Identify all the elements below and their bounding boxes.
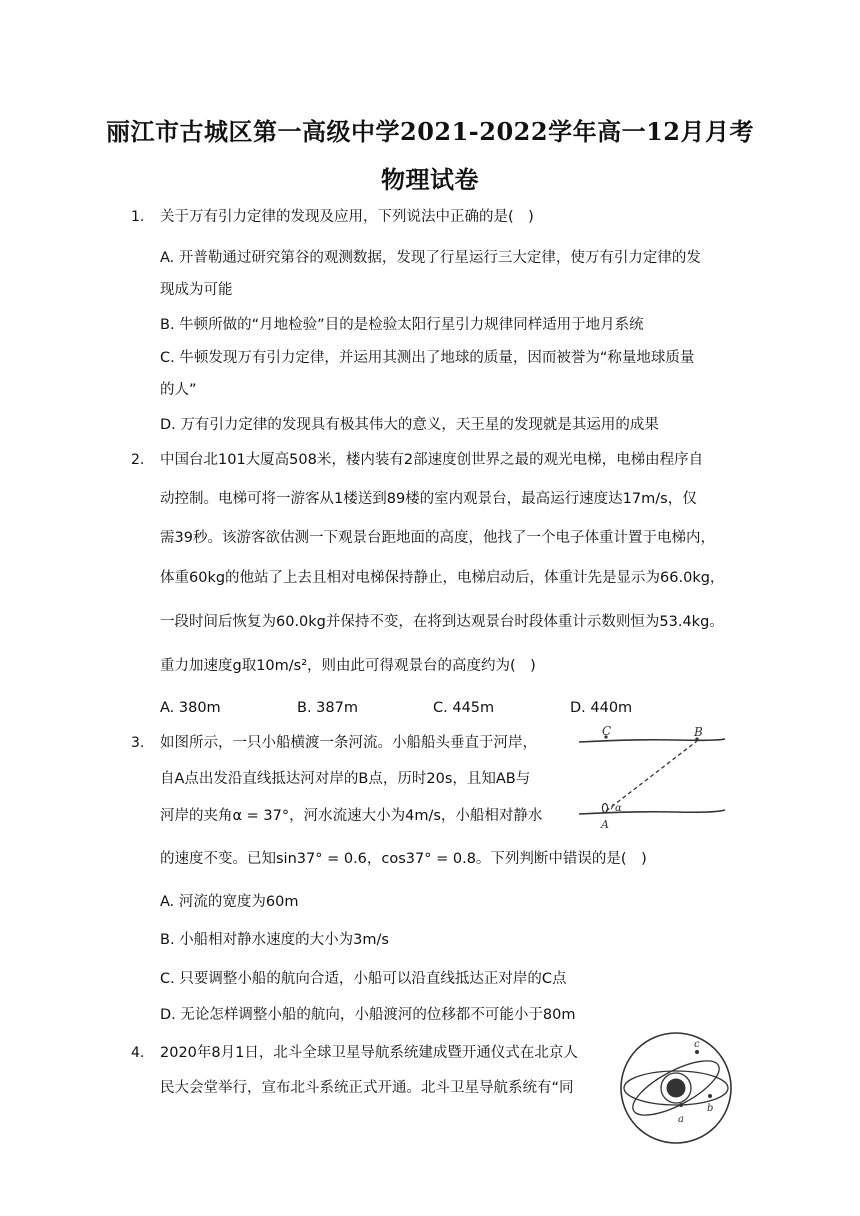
q3-line4: 的速度不变。已知sin37° = 0.6，cos37° = 0.8。下列判断中错误的是( ): [160, 851, 647, 867]
boat-icon: [602, 804, 607, 813]
exam-title-line1: 丽江市古城区第一高级中学2021-2022学年高一12月月考: [106, 117, 754, 146]
earth-core: [667, 1079, 686, 1098]
q1-option-a-line1: A. 开普勒通过研究第谷的观测数据，发现了行星运行三大定律，使万有引力定律的发: [160, 250, 701, 266]
q3-option-a: A. 河流的宽度为60m: [160, 894, 299, 910]
q2-line6: 重力加速度g取10m/s²，则由此可得观景台的高度约为( ): [160, 658, 536, 674]
q1-option-b: B. 牛顿所做的“月地检验”目的是检验太阳行星引力规律同样适用于地月系统: [160, 317, 644, 333]
q1-option-c-line1: C. 牛顿发现万有引力定律，并运用其测出了地球的质量，因而被誉为“称量地球质量: [160, 350, 695, 366]
near-bank-line: [579, 810, 725, 814]
q2-line5: 一段时间后恢复为60.0kg并保持不变，在将到达观景台时段体重计示数则恒为53.4kg。: [160, 614, 724, 630]
q3-option-d: D. 无论怎样调整小船的航向，小船渡河的位移都不可能小于80m: [160, 1007, 576, 1023]
q4-orbit-diagram: [618, 1030, 734, 1146]
q4-number: 4.: [131, 1045, 145, 1061]
exam-title-line2: 物理试卷: [381, 165, 479, 194]
label-c: c: [694, 1039, 700, 1050]
q1-option-a-line2: 现成为可能: [160, 282, 233, 298]
label-c: C: [602, 724, 612, 738]
label-b: B: [694, 725, 703, 739]
label-b: b: [707, 1103, 714, 1114]
satellite-c-dot: [695, 1050, 699, 1054]
q2-option-b: B. 387m: [297, 700, 358, 716]
q4-line1: 2020年8月1日，北斗全球卫星导航系统建成暨开通仪式在北京人: [160, 1045, 578, 1061]
q3-river-diagram: [575, 722, 735, 832]
q2-line3: 需39秒。该游客欲估测一下观景台距地面的高度，他找了一个电子体重计置于电梯内，: [160, 530, 715, 546]
q2-line4: 体重60kg的他站了上去且相对电梯保持静止，电梯启动后，体重计先是显示为66.0kg，: [160, 570, 725, 586]
q3-number: 3.: [131, 735, 145, 751]
q1-stem: 关于万有引力定律的发现及应用，下列说法中正确的是( ): [160, 209, 534, 225]
q1-option-d: D. 万有引力定律的发现具有极其伟大的意义，天王星的发现就是其运用的成果: [160, 417, 659, 433]
label-a: A: [601, 818, 609, 831]
q2-number: 2.: [131, 452, 145, 468]
angle-arc: [611, 804, 613, 809]
label-alpha: α: [615, 803, 622, 814]
satellite-b-dot: [708, 1094, 712, 1098]
label-a: a: [678, 1114, 684, 1125]
q1-option-c-line2: 的人”: [160, 382, 197, 398]
q3-line2: 自A点出发沿直线抵达河对岸的B点，历时20s，且知AB与: [160, 771, 531, 787]
path-ab-line: [606, 741, 697, 811]
far-bank-line: [579, 739, 725, 742]
q3-line3: 河岸的夹角α = 37°，河水流速大小为4m/s，小船相对静水: [160, 808, 543, 824]
q4-line2: 民大会堂举行，宣布北斗系统正式开通。北斗卫星导航系统有“同: [160, 1080, 574, 1096]
q2-option-a: A. 380m: [160, 700, 221, 716]
q3-option-c: C. 只要调整小船的航向合适，小船可以沿直线抵达正对岸的C点: [160, 971, 567, 987]
q3-line1: 如图所示，一只小船横渡一条河流。小船船头垂直于河岸，: [160, 735, 537, 751]
q3-option-b: B. 小船相对静水速度的大小为3m/s: [160, 932, 389, 948]
satellite-a-dot: [679, 1103, 683, 1107]
q2-line1: 中国台北101大厦高508米，楼内装有2部速度创世界之最的观光电梯，电梯由程序自: [160, 452, 704, 468]
q2-option-c: C. 445m: [433, 700, 495, 716]
q1-number: 1.: [131, 209, 145, 225]
q2-option-d: D. 440m: [570, 700, 633, 716]
q2-line2: 动控制。电梯可将一游客从1楼送到89楼的室内观景台，最高运行速度达17m/s，仅: [160, 491, 697, 507]
